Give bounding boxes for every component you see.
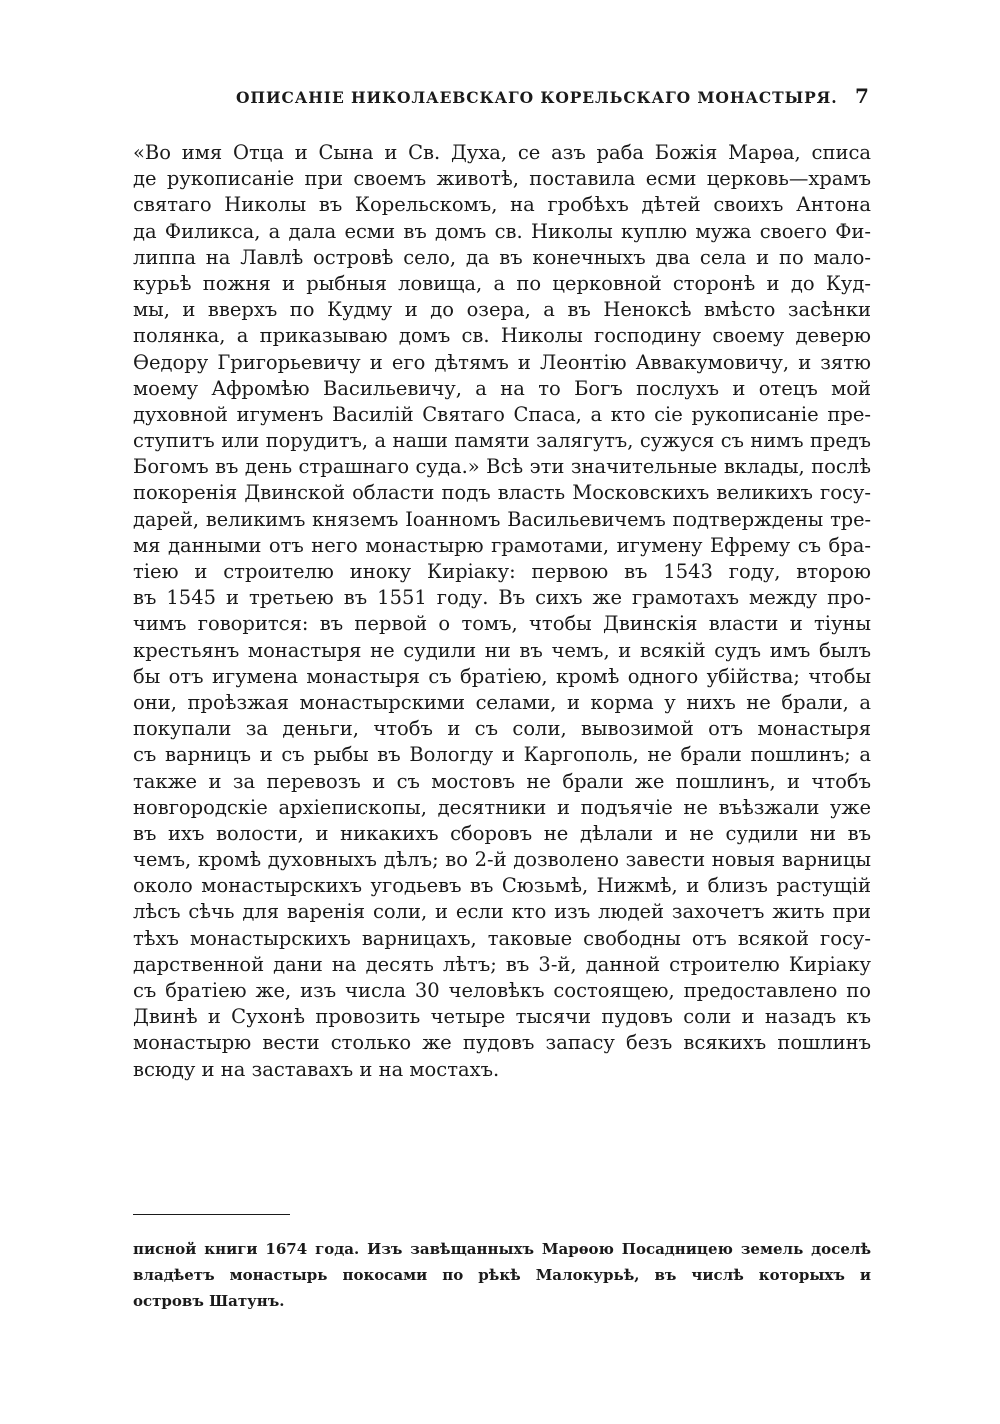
text-line: Ѳедору Григорьевичу и его дѣтямъ и Леонтію Аввакумовичу, и зятю	[133, 350, 871, 374]
text-line: де рукописаніе при своемъ животѣ, поставила есми церковь—храмъ	[133, 167, 871, 191]
text-line: съ варницъ и съ рыбы въ Вологду и Каргополь, не брали пошлинъ; а	[133, 743, 871, 767]
text-line: дарственной дани на десять лѣтъ; въ 3-й, данной строителю Киріаку	[133, 952, 871, 976]
text-line: они, проѣзжая монастырскими селами, и корма у нихъ не брали, а	[133, 690, 871, 714]
text-line: покоренія Двинской области подъ власть Московскихъ великихъ госу-	[133, 481, 871, 505]
text-line: монастырю вести столько же пудовъ запасу безъ всякихъ пошлинъ	[133, 1031, 871, 1055]
text-line: также и за перевозъ и съ мостовъ не брали же пошлинъ, и чтобъ	[133, 769, 871, 793]
footnote-line: островъ Шатунъ.	[133, 1292, 285, 1310]
text-line: покупали за деньги, чтобъ и съ соли, вывозимой отъ монастыря	[133, 717, 871, 741]
main-text	[133, 140, 871, 1083]
text-line: съ братіею же, изъ числа 30 человѣкъ состоящею, предоставлено по	[133, 979, 871, 1002]
text-line: около монастырскихъ угодьевъ въ Сюзьмѣ, Нижмѣ, и близъ растущій	[133, 874, 871, 898]
text-line: тіею и строителю иноку Киріаку: первою въ 1543 году, второю	[133, 560, 871, 583]
text-line: бы отъ игумена монастыря съ братіею, кромѣ одного убійства; чтобы	[133, 664, 871, 688]
text-line: да Филикса, а дала есми въ домъ св. Николы куплю мужа своего Фи-	[133, 219, 871, 243]
text-line: моему Афромѣю Васильевичу, а на то Богъ послухъ и отецъ мой	[133, 376, 871, 400]
text-line: крестьянъ монастыря не судили ни въ чемъ, и всякій судъ имъ былъ	[133, 638, 871, 662]
header-title: ОПИСАНІЕ НИКОЛАЕВСКАГО КОРЕЛЬСКАГО МОНАСТЫРЯ.	[236, 88, 838, 107]
text-line: курьѣ пожня и рыбныя ловища, а по церковной сторонѣ и до Куд-	[133, 271, 871, 295]
text-line: святаго Николы въ Корельскомъ, на гробѣхъ дѣтей своихъ Антона	[133, 193, 871, 217]
text-line: въ ихъ волости, и никакихъ сборовъ не дѣлали и не судили ни въ	[133, 821, 871, 845]
text-line: «Во имя Отца и Сына и Св. Духа, се азъ раба Божія Марѳа, списа	[133, 141, 871, 164]
text-line: всюду и на заставахъ и на мостахъ.	[133, 1057, 500, 1081]
text-line: лѣсъ сѣчь для варенія соли, и если кто изъ людей захочетъ жить при	[133, 900, 871, 924]
text-line: дарей, великимъ княземъ Іоанномъ Васильевичемъ подтверждены тре-	[133, 507, 871, 531]
footnote-rule	[133, 1214, 290, 1215]
footnote-line: писной книги 1674 года. Изъ завѣщанныхъ Марѳою Посадницею земель доселѣ	[133, 1240, 871, 1258]
text-line: Богомъ въ день страшнаго суда.» Всѣ эти значительные вклады, послѣ	[133, 455, 871, 479]
text-line: полянка, а приказываю домъ св. Николы господину своему деверю	[133, 324, 871, 348]
page-number: 7	[855, 84, 869, 108]
text-line: мя данными отъ него монастырю грамотами, игумену Ефрему съ бра-	[133, 533, 871, 557]
text-line: Двинѣ и Сухонѣ провозить четыре тысячи пудовъ соли и назадъ къ	[133, 1005, 871, 1029]
text-line: чемъ, кромѣ духовныхъ дѣлъ; во 2-й дозволено завести новыя варницы	[133, 848, 871, 872]
footnote	[133, 1236, 871, 1314]
footnote-line: владѣетъ монастырь покосами по рѣкѣ Малокурьѣ, въ числѣ которыхъ и	[133, 1266, 871, 1284]
running-header	[0, 86, 1000, 116]
text-line: липпа на Лавлѣ островѣ село, да въ конечныхъ два села и по мало-	[133, 245, 871, 269]
text-line: духовной игуменъ Василій Святаго Спаса, а кто сіе рукописаніе пре-	[133, 402, 871, 426]
text-line: мы, и вверхъ по Кудму и до озера, а въ Неноксѣ вмѣсто засѣнки	[133, 298, 871, 322]
text-line: въ 1545 и третьею въ 1551 году. Въ сихъ же грамотахъ между про-	[133, 586, 871, 610]
text-line: чимъ говорится: въ первой о томъ, чтобы Двинскія власти и тіуны	[133, 612, 871, 636]
text-line: тѣхъ монастырскихъ варницахъ, таковые свободны отъ всякой госу-	[133, 926, 871, 950]
text-line: ступитъ или порудитъ, а наши памяти залягутъ, сужуся съ нимъ предъ	[133, 429, 871, 453]
text-line: новгородскіе архіепископы, десятники и подъячіе не въѣзжали уже	[133, 795, 871, 819]
